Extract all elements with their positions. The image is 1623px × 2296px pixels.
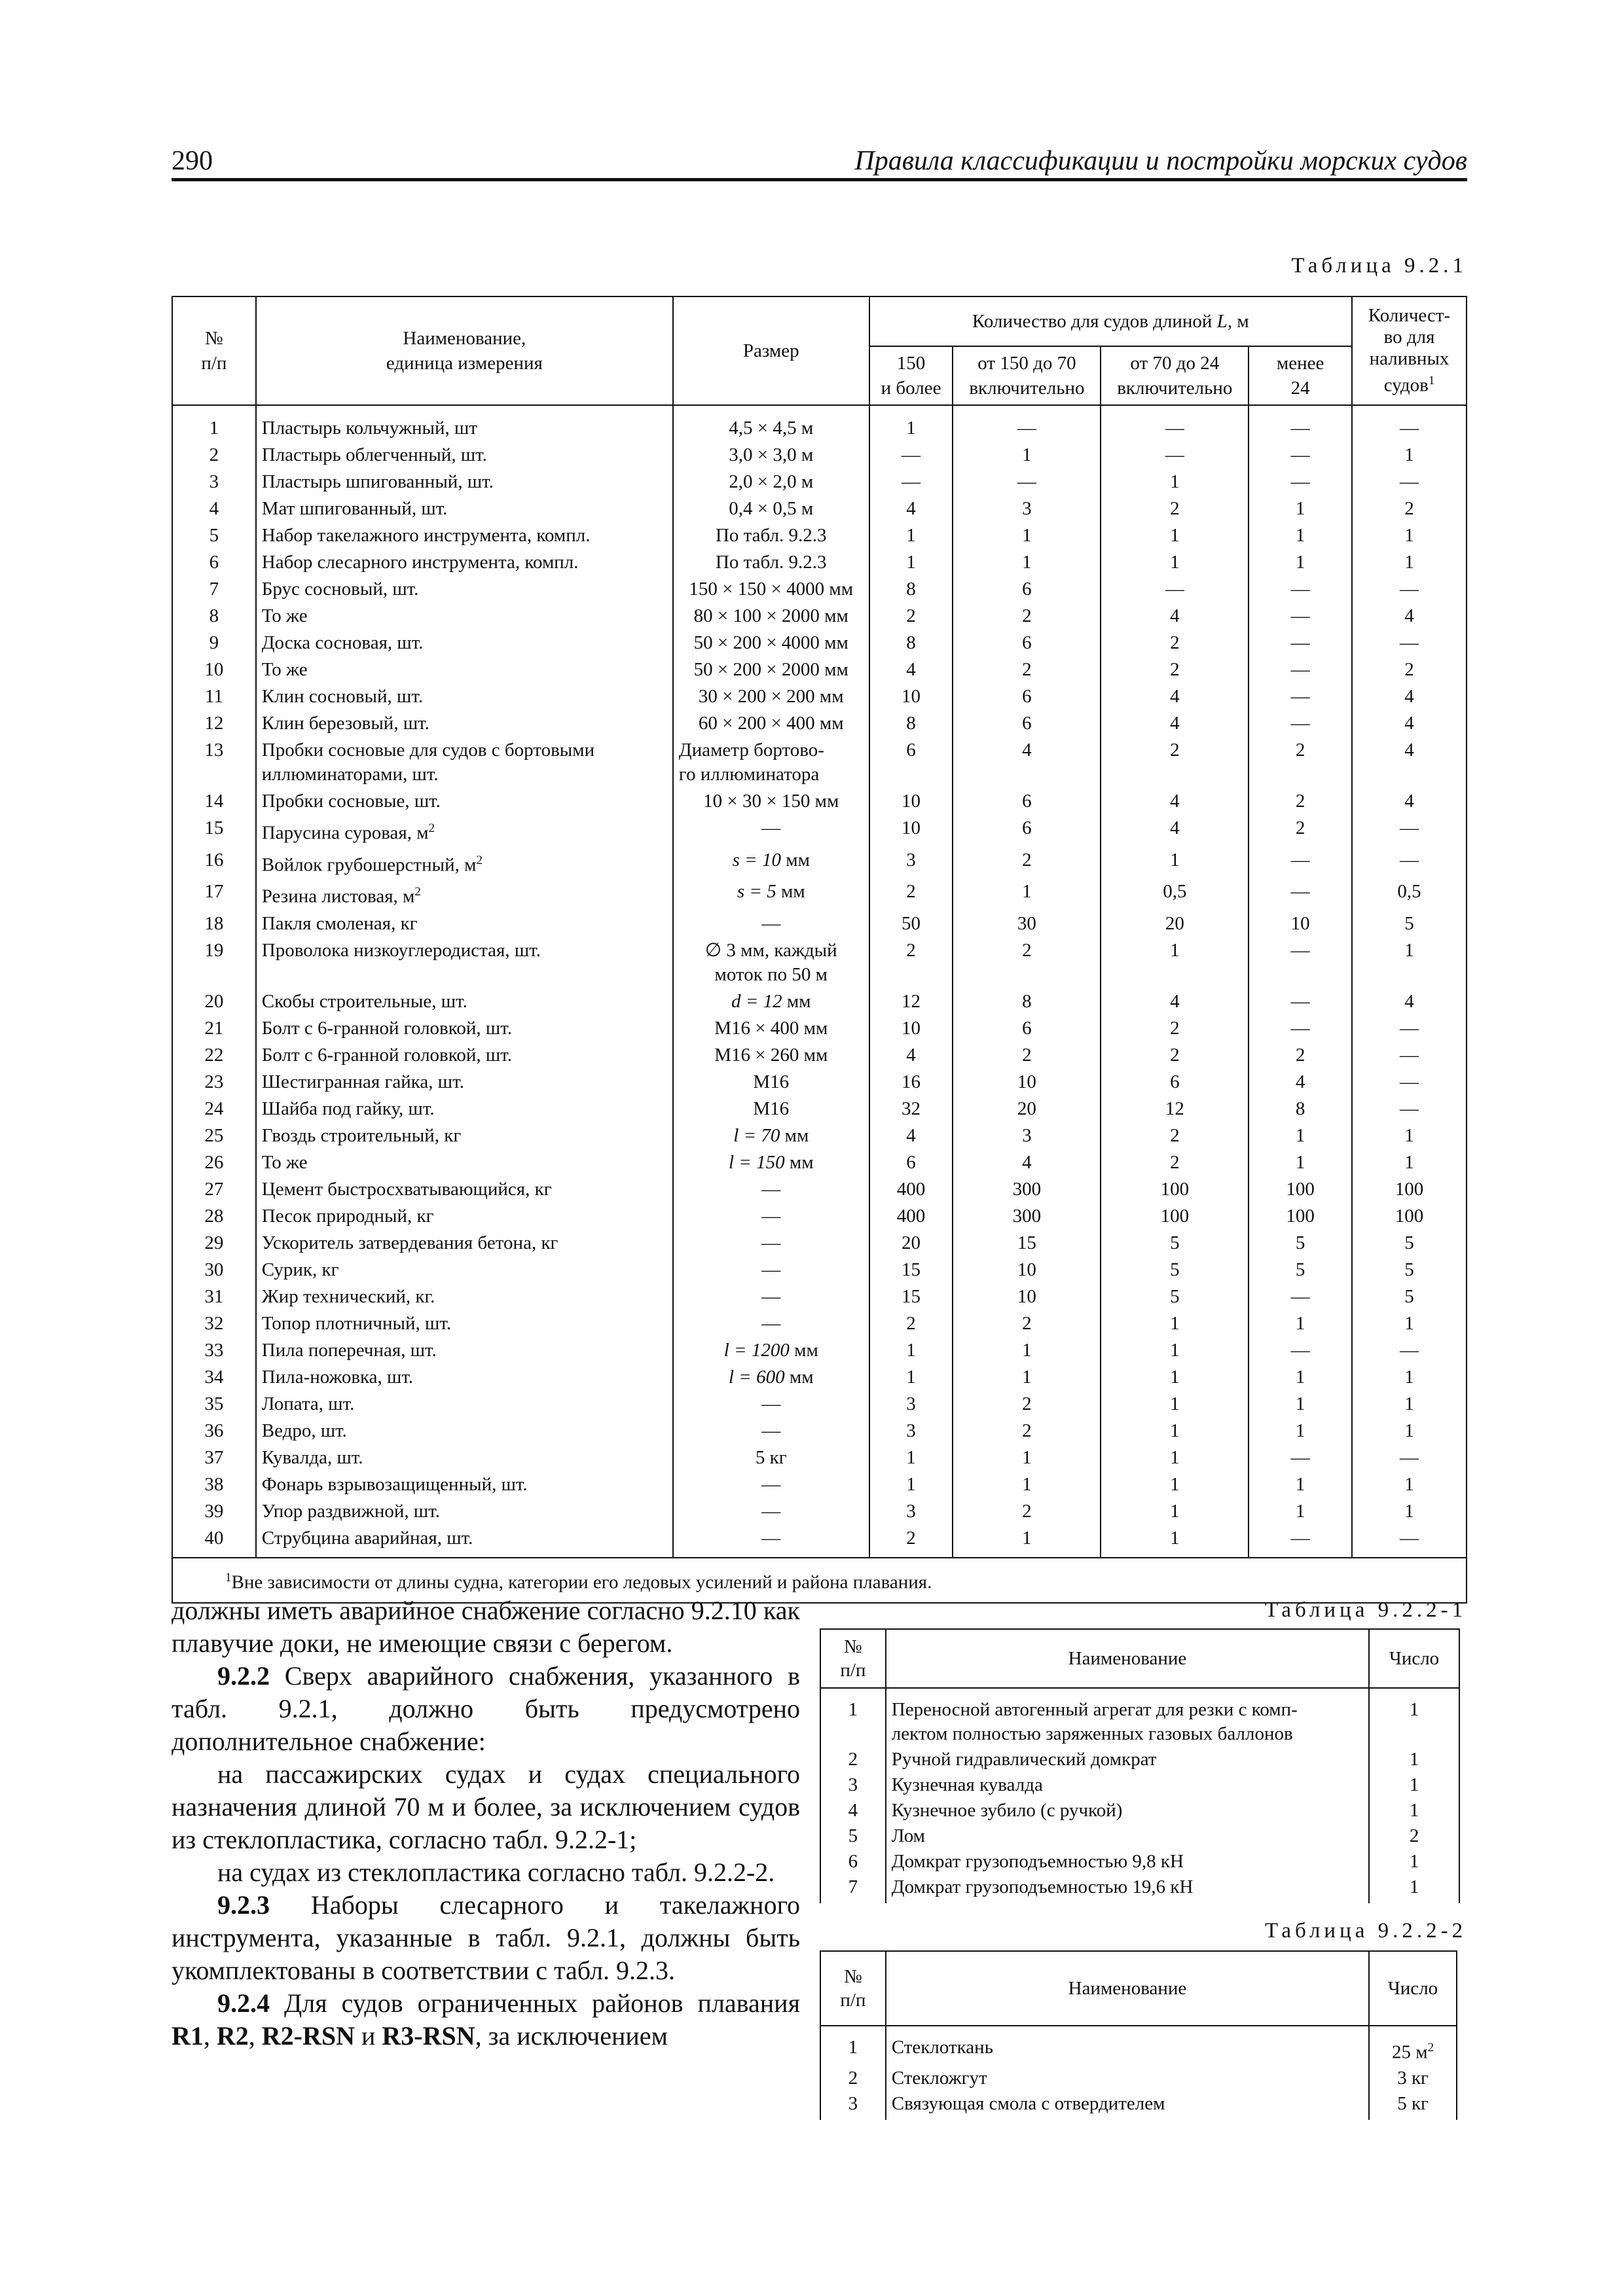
col-header-group: Количество для судов длиной L, м xyxy=(869,296,1352,346)
table-caption-9-2-2-1: Таблица 9.2.2-1 xyxy=(1265,1598,1467,1622)
table-9-2-2-1 xyxy=(820,1628,1460,1903)
table-row: 36 Ведро, шт. — 3 2 1 1 1 xyxy=(172,1418,1467,1444)
table-row: 32 Топор плотничный, шт. — 2 2 1 1 1 xyxy=(172,1310,1467,1337)
table-row: 15 Парусина суровая, $м^2$ — 10 6 4 2 — xyxy=(172,815,1467,847)
table-row: 5 Набор такелажного инструмента, компл. По табл. 9.2.3 1 1 1 1 1 xyxy=(172,522,1467,549)
table-row: 37 Кувалда, шт. 5 кг 1 1 1 — — xyxy=(172,1444,1467,1471)
table-row: 1 Переносной автогенный агрегат для резки с комп- лектом полностью заряженных газовых баллонов 1 xyxy=(820,1688,1459,1747)
table-row: 5 Лом 2 xyxy=(820,1823,1459,1849)
table-row: 16 Войлок грубошерстный, $м^2$ s = 10 мм 3 2 1 — — xyxy=(172,847,1467,879)
col-header-name: Наименование, единица измерения xyxy=(256,296,673,405)
table-caption-9-2-2-2: Таблица 9.2.2-2 xyxy=(1265,1919,1467,1943)
col-header-name: Наименование xyxy=(886,1629,1369,1688)
table-row: 7 Брус сосновый, шт. 150 × 150 × 4000 мм 8 6 — — — xyxy=(172,576,1467,603)
table-row: 4 Кузнечное зубило (с ручкой) 1 xyxy=(820,1798,1459,1823)
table-row: 1 Стеклоткань 25 $м^2$ xyxy=(820,2026,1457,2066)
table-row: 17 Резина листовая, $м^2$ s = 5 мм 2 1 0,5 — 0,5 xyxy=(172,878,1467,910)
table-row: 13 Пробки сосновые для судов с бортовыми иллюминаторами, шт. Диаметр бортово- го иллюминатора 6 4 2 2 4 xyxy=(172,737,1467,788)
table-row: 3 Связующая смола с отвердителем 5 кг xyxy=(820,2091,1457,2120)
table-row: 33 Пила поперечная, шт. l = 1200 мм 1 1 1 — — xyxy=(172,1337,1467,1364)
paragraph-continuation: должны иметь аварийное снабжение согласно 9.2.10 как плавучие доки, не имеющие связи с берегом. xyxy=(172,1596,800,1658)
table-row: 3 Кузнечная кувалда 1 xyxy=(820,1772,1459,1798)
paragraph-9-2-4: 9.2.4 Для судов ограниченных районов плавания R1, R2, R2-RSN и R3-RSN, за исключением xyxy=(172,1988,800,2051)
table-row: 38 Фонарь взрывозащищенный, шт. — 1 1 1 1 1 xyxy=(172,1471,1467,1498)
table-row: 1 Пластырь кольчужный, шт 4,5 × 4,5 м 1 — — — — xyxy=(172,405,1467,442)
page-number: 290 xyxy=(172,146,213,176)
table-9-2-1 xyxy=(172,296,1467,1604)
table-row: 12 Клин березовый, шт. 60 × 200 × 400 мм 8 6 4 — 4 xyxy=(172,710,1467,737)
table-row: 8 То же 80 × 100 × 2000 мм 2 2 4 — 4 xyxy=(172,603,1467,630)
table-row: 25 Гвоздь строительный, кг l = 70 мм 4 3 2 1 1 xyxy=(172,1122,1467,1149)
table-caption-9-2-1: Таблица 9.2.1 xyxy=(1291,254,1467,278)
col-header-150-70: от 150 до 70 включительно xyxy=(953,346,1101,405)
table-row: 27 Цемент быстросхватывающийся, кг — 400 300 100 100 100 xyxy=(172,1176,1467,1203)
table-row: 30 Сурик, кг — 15 10 5 5 5 xyxy=(172,1257,1467,1283)
table-row: 35 Лопата, шт. — 3 2 1 1 1 xyxy=(172,1391,1467,1418)
table-row: 6 Домкрат грузоподъемностью 9,8 кН 1 xyxy=(820,1849,1459,1874)
running-title: Правила классификации и постройки морских судов xyxy=(854,146,1467,176)
body-text xyxy=(172,1594,800,2053)
table-row: 18 Пакля смоленая, кг — 50 30 20 10 5 xyxy=(172,910,1467,937)
table-row: 31 Жир технический, кг. — 15 10 5 — 5 xyxy=(172,1283,1467,1310)
table-row: 11 Клин сосновый, шт. 30 × 200 × 200 мм 10 6 4 — 4 xyxy=(172,683,1467,710)
table-row: 21 Болт с 6-гранной головкой, шт. М16 × 400 мм 10 6 2 — — xyxy=(172,1015,1467,1042)
col-header-size: Размер xyxy=(673,296,869,405)
table-row: 23 Шестигранная гайка, шт. М16 16 10 6 4 — xyxy=(172,1069,1467,1096)
col-header-under-24: менее 24 xyxy=(1249,346,1352,405)
table-row: 19 Проволока низкоуглеродистая, шт. ∅ 3 мм, каждый моток по 50 м 2 2 1 — 1 xyxy=(172,937,1467,988)
table-row: 26 То же l = 150 мм 6 4 2 1 1 xyxy=(172,1149,1467,1176)
table-row: 34 Пила-ножовка, шт. l = 600 мм 1 1 1 1 1 xyxy=(172,1364,1467,1391)
paragraph-passenger-ships: на пассажирских судах и судах специального назначения длиной 70 м и более, за исключением судов из стеклопластика, согласно табл. 9.2.2-1; xyxy=(172,1759,800,1854)
table-row: 14 Пробки сосновые, шт. 10 × 30 × 150 мм 10 6 4 2 4 xyxy=(172,788,1467,815)
paragraph-fiberglass-ships: на судах из стеклопластика согласно табл. 9.2.2-2. xyxy=(217,1857,775,1887)
paragraph-9-2-3: 9.2.3 Наборы слесарного и такелажного инструмента, указанные в табл. 9.2.1, должны быть укомплектованы в соответствии с табл. 9.2.3. xyxy=(172,1890,800,1985)
table-row: 29 Ускоритель затвердевания бетона, кг — 20 15 5 5 5 xyxy=(172,1230,1467,1257)
table-row: 2 Стекложгут 3 кг xyxy=(820,2066,1457,2091)
table-row: 20 Скобы строительные, шт. d = 12 мм 12 8 4 — 4 xyxy=(172,988,1467,1015)
table-row: 2 Пластырь облегченный, шт. 3,0 × 3,0 м — 1 — — 1 xyxy=(172,442,1467,469)
col-header-tankers: Количест- во для наливных судов$^1$ xyxy=(1352,296,1467,405)
col-header-70-24: от 70 до 24 включительно xyxy=(1101,346,1249,405)
col-header-count: Число xyxy=(1369,1629,1459,1688)
col-header-num: № п/п xyxy=(172,296,256,405)
table-row: 6 Набор слесарного инструмента, компл. По табл. 9.2.3 1 1 1 1 1 xyxy=(172,549,1467,576)
table-row: 28 Песок природный, кг — 400 300 100 100 100 xyxy=(172,1203,1467,1230)
table-footnote: $^1$Вне зависимости от длины судна, категории его ледовых усилений и района плавания. xyxy=(172,1558,1467,1603)
col-header-name: Наименование xyxy=(886,1951,1369,2026)
table-row: 10 То же 50 × 200 × 2000 мм 4 2 2 — 2 xyxy=(172,656,1467,683)
col-header-num: № п/п xyxy=(820,1629,886,1688)
col-header-num: № п/п xyxy=(820,1951,886,2026)
table-row: 39 Упор раздвижной, шт. — 3 2 1 1 1 xyxy=(172,1498,1467,1525)
table-row: 22 Болт с 6-гранной головкой, шт. М16 × 260 мм 4 2 2 2 — xyxy=(172,1042,1467,1069)
col-header-150-plus: 150 и более xyxy=(869,346,953,405)
table-row: 24 Шайба под гайку, шт. М16 32 20 12 8 — xyxy=(172,1096,1467,1122)
header-rule xyxy=(172,178,1467,181)
table-9-2-2-2 xyxy=(820,1950,1457,2120)
paragraph-9-2-2: 9.2.2 Сверх аварийного снабжения, указанного в табл. 9.2.1, должно быть предусмотрено дополнительное снабжение: xyxy=(172,1661,800,1756)
table-row: 2 Ручной гидравлический домкрат 1 xyxy=(820,1747,1459,1772)
table-row: 9 Доска сосновая, шт. 50 × 200 × 4000 мм 8 6 2 — — xyxy=(172,630,1467,656)
table-row: 3 Пластырь шпигованный, шт. 2,0 × 2,0 м — — 1 — — xyxy=(172,469,1467,495)
table-row: 4 Мат шпигованный, шт. 0,4 × 0,5 м 4 3 2 1 2 xyxy=(172,495,1467,522)
col-header-count: Число xyxy=(1369,1951,1457,2026)
table-row: 40 Струбцина аварийная, шт. — 2 1 1 — — xyxy=(172,1525,1467,1558)
table-row: 7 Домкрат грузоподъемностью 19,6 кН 1 xyxy=(820,1874,1459,1903)
